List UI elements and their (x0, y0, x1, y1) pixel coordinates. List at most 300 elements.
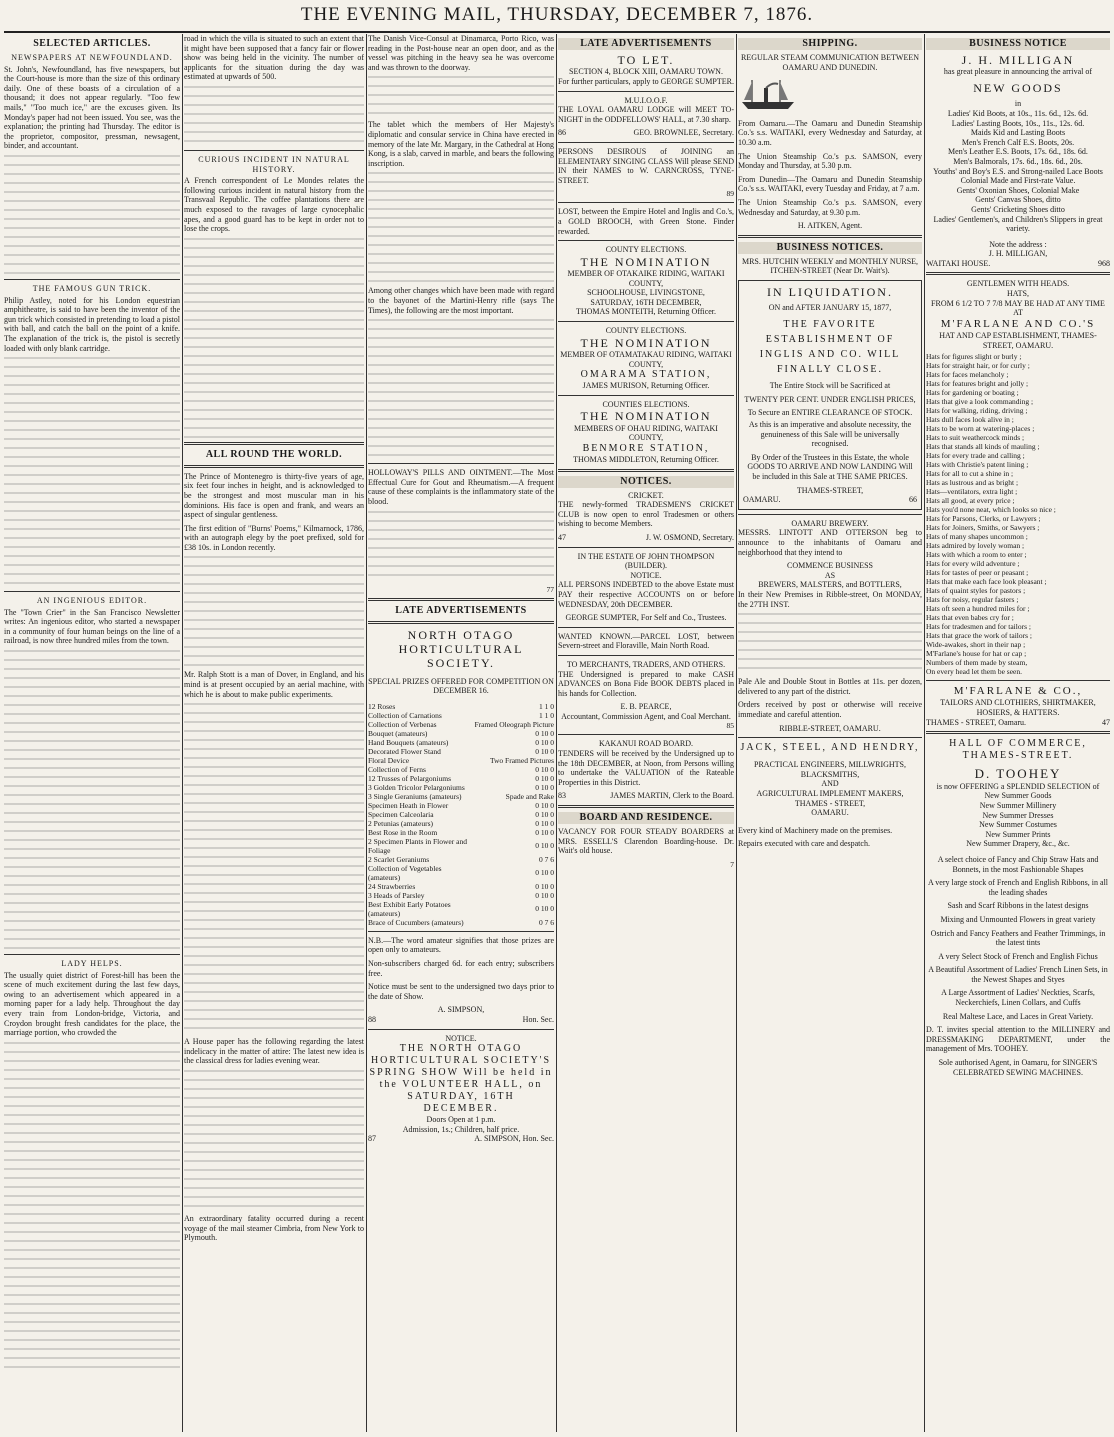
article-text: Mr. Ralph Stott is a man of Dover, in England, and his mind is at present occupied by an aerial machine, with which he is about to make public experiments. (184, 670, 364, 699)
signature-line (558, 791, 734, 801)
ad-address: WAITAKI HOUSE. (926, 258, 991, 268)
prize-value: 0 10 0 (535, 764, 554, 774)
prize-row (368, 738, 554, 747)
advertisement-text: HOLLOWAY'S PILLS AND OINTMENT.—The Most Effectual Cure for Gout and Rheumatism.—A frequent cause of these complaints is the inflammatory state of the blood. (368, 468, 554, 506)
signature: JAMES MURISON, Returning Officer. (582, 381, 710, 391)
article-text: An extraordinary fatality occurred during a recent voyage of the mail steamer Cimbria, from New York to Plymouth. (184, 1214, 364, 1243)
prize-row (368, 774, 554, 783)
prize-item: Collection of Vegetables (amateurs) (368, 863, 442, 882)
article-title: CURIOUS INCIDENT IN NATURAL HISTORY. (198, 154, 350, 174)
ad-text: THE LOYAL OAMARU LODGE will MEET TO-NIGHT in the ODDFELLOWS' HALL, at 7.30 sharp. (558, 105, 734, 124)
prize-value: 0 10 0 (535, 827, 554, 837)
ad-text: A select choice of Fancy and Chip Straw Hats and Bonnets, in the most Fashionable Shapes (937, 854, 1099, 874)
article-text: The tablet which the members of Her Majesty's diplomatic and consular service in China have erected in memory of the late Mr. Margary, in the Cathedral at Hong Kong, is a slab, carved in marble, and bears the following inscription. (368, 120, 554, 168)
prize-row (368, 783, 554, 792)
list-item: New Summer Prints (985, 829, 1051, 839)
ad-title: THE NOMINATION (580, 409, 712, 424)
prize-item: Specimen Calceolaria (368, 809, 434, 819)
ad-text: BREWERS, MALSTERS, and BOTTLERS, (758, 580, 902, 590)
note: N.B.—The word amateur signifies that those prizes are open only to amateurs. (368, 935, 554, 955)
ad-address: RIBBLE-STREET, OAMARU. (779, 723, 881, 733)
ad-text: BENMORE STATION, (582, 443, 710, 454)
prize-row (368, 900, 554, 918)
ad-title: COUNTY ELECTIONS. (605, 245, 687, 255)
prize-value: 0 10 0 (535, 818, 554, 828)
list-item: Hats for Parsons, Clerks, or Lawyers ; (926, 514, 1041, 524)
section-heading: SHIPPING. (738, 38, 922, 50)
liquidation-ad (738, 280, 922, 510)
ad-text: OMARAMA STATION, (580, 369, 712, 381)
section-heading: BUSINESS NOTICES. (738, 242, 922, 254)
text-block (184, 238, 364, 438)
prize-item: Collection of Verbenas (368, 719, 437, 729)
prize-row (368, 810, 554, 819)
society-title: NORTH OTAGO HORTICULTURAL SOCIETY. (398, 627, 524, 671)
ad-text: Repairs executed with care and despatch. (738, 839, 870, 849)
divider (558, 734, 734, 735)
prize-item: Brace of Cucumbers (amateurs) (368, 917, 464, 927)
prize-item: 24 Strawberries (368, 881, 416, 891)
list-item: Hats that even babes cry for ; (926, 613, 1014, 623)
ad-title: HALL OF COMMERCE, THAMES-STREET. (949, 738, 1087, 762)
ad-address: THAMES - STREET, Oamaru. (926, 717, 1027, 727)
text-block (738, 613, 922, 673)
masthead-rule (4, 31, 1110, 33)
prize-value: 0 10 0 (535, 782, 554, 792)
prize-row (368, 720, 554, 729)
ad-title: THE NOMINATION (580, 254, 712, 269)
ad-title: HATS, (1006, 289, 1029, 299)
ad-text: TWENTY PER CENT. UNDER ENGLISH PRICES, (744, 395, 916, 405)
list-item: New Summer Costumes (979, 820, 1057, 830)
text-block (184, 86, 364, 146)
list-item: Hats for gardening or boating ; (926, 388, 1019, 398)
column-divider (182, 34, 183, 1432)
column-divider (366, 34, 367, 1432)
list-item: Ladies' Gentlemen's, and Children's Slippers in great variety. (933, 214, 1103, 234)
signature-line (926, 718, 1110, 728)
steamship-icon (738, 76, 798, 112)
ad-number: 87 (368, 1134, 376, 1144)
prize-item: Specimen Heath in Flower (368, 800, 449, 810)
signature: J. W. OSMOND, Secretary. (645, 532, 734, 542)
list-item: Ladies' Lasting Boots, 10s., 11s., 12s. 6d. (951, 118, 1085, 128)
divider (558, 469, 734, 472)
ad-number: 89 (726, 189, 734, 199)
prize-row (368, 747, 554, 756)
divider (558, 202, 734, 203)
text-block (368, 511, 554, 581)
prize-item: 3 Golden Tricolor Pelargoniums (368, 782, 465, 792)
column-5 (738, 34, 922, 1432)
text-block (184, 1070, 364, 1210)
ad-title: D. TOOHEY (974, 766, 1062, 782)
column-divider (924, 34, 925, 1432)
text-block (368, 319, 554, 459)
prize-value: 0 10 0 (535, 890, 554, 900)
list-item: Hats for figures slight or burly ; (926, 352, 1022, 362)
ad-text: The Union Steamship Co.'s p.s. SAMSON, every Wednesday and Saturday, at 9.30 p.m. (738, 197, 922, 217)
prize-value: Spade and Rake (505, 791, 554, 801)
ad-text: A Large Assortment of Ladies' Neckties, Scarfs, Neckerchiefs, Linen Collars, and Cuffs (941, 988, 1095, 1008)
list-item: Youths' and Boy's E.S. and Strong-nailed Lace Boots (933, 166, 1103, 176)
ad-number: 88 (368, 1015, 376, 1025)
doors-time: Doors Open at 1 p.m. (426, 1115, 496, 1125)
prize-item: 12 Roses (368, 701, 396, 711)
notice-heading: NOTICE. (445, 1033, 477, 1043)
prize-row (368, 882, 554, 891)
list-item: Wide-awakes, short in their nap ; (926, 640, 1026, 650)
note: Non-subscribers charged 6d. for each entry; subscribers free. (368, 959, 554, 978)
ad-text: is now OFFERING a SPLENDID SELECTION of (936, 781, 1100, 791)
ad-text: LOST, between the Empire Hotel and Inglis and Co.'s, a GOLD BROOCH, with Green Stone. Finder rewarded. (558, 207, 734, 236)
prize-value: 1 1 0 (539, 701, 554, 711)
ad-number: 83 (558, 791, 566, 801)
ad-title: NEW GOODS (973, 80, 1063, 95)
section-heading: LATE ADVERTISEMENTS (395, 604, 527, 616)
list-item: Hats—ventilators, extra light ; (926, 487, 1018, 497)
article-text: The first edition of "Burns' Poems," Kilmarnock, 1786, with an autograph elegy by the poet prefixed, sold for £38 10s. in London recently. (184, 523, 364, 552)
ad-title: COUNTIES ELECTIONS. (602, 399, 690, 409)
divider (4, 591, 180, 592)
ad-text: MESSRS. LINTOTT AND OTTERSON beg to announce to the inhabitants of Oamaru and neighborhood that they intend to (738, 528, 922, 557)
ad-text: HAT AND CAP ESTABLISHMENT, THAMES-STREET, OAMARU. (939, 331, 1097, 350)
prize-item: Floral Device (368, 755, 410, 765)
ad-number: 66 (909, 495, 917, 505)
divider (926, 731, 1110, 734)
divider (184, 442, 364, 445)
signature: A. SIMPSON, (437, 1005, 485, 1015)
list-item: New Summer Dresses (982, 810, 1054, 820)
article-text: The Danish Vice-Consul at Dinamarca, Porto Rico, was reading in the Post-house near an open door, and as the vessel was pitching in the heavy sea he was overcome and was thrown to the doorway. (368, 34, 554, 72)
article-text: St. John's, Newfoundland, has five newspapers, but the Court-house is more than the size of this ordinary daily. One of these boasts of a circulation of a thousand; it does not appear regularly. "Too few mails," "Too much ice," are the excuses given. Its Monday's paper had not been issued. You see, was the explanation; the printing had Thursday. The editor is the proprietor, compositor, pressman, newsagent, binder, and accountant. (4, 64, 180, 151)
prize-item: Best Rose in the Room (368, 827, 438, 837)
divider (558, 91, 734, 92)
prize-row (368, 837, 554, 855)
list-item: Hats that grace the work of tailors ; (926, 631, 1033, 641)
signature-role: Hon. Sec. (522, 1015, 554, 1025)
signature-line (558, 128, 734, 138)
ad-number: 47 (558, 532, 566, 542)
prize-value: 0 10 0 (535, 800, 554, 810)
section-heading: BUSINESS NOTICE (926, 38, 1110, 50)
ad-text: PRACTICAL ENGINEERS, MILLWRIGHTS, BLACKSMITHS, (754, 760, 906, 779)
divider (558, 240, 734, 241)
divider (368, 621, 554, 624)
section-heading: ALL ROUND THE WORLD. (205, 448, 343, 460)
prize-item: Collection of Carnations (368, 710, 442, 720)
list-item: New Summer Goods (984, 791, 1052, 801)
divider (926, 272, 1110, 275)
list-item: Hats as lustrous and as bright ; (926, 478, 1019, 488)
divider (558, 395, 734, 396)
article-title: LADY HELPS. (61, 959, 123, 969)
list-item: Hats of many shapes uncommon ; (926, 532, 1028, 542)
article-title: AN INGENIOUS EDITOR. (36, 596, 148, 606)
ad-text: In their New Premises in Ribble-street, On MONDAY, the 27TH INST. (738, 589, 922, 609)
list-item: New Summer Millinery (979, 800, 1057, 810)
ad-text: Accountant, Commission Agent, and Coal Merchant. (561, 711, 731, 721)
prize-row (368, 711, 554, 720)
list-item: Hats for faces melancholy ; (926, 370, 1009, 380)
prize-value: 0 10 0 (535, 737, 554, 747)
divider (558, 805, 734, 808)
ad-title: M'FARLANE & CO., (953, 685, 1083, 698)
prize-value: 0 7 6 (539, 854, 554, 864)
ad-title: IN LIQUIDATION. (767, 284, 893, 299)
list-item: Hats oft seen a hundred miles for ; (926, 604, 1030, 614)
list-item: New Summer Drapery, &c., &c. (966, 839, 1070, 849)
ad-text: Ostrich and Fancy Feathers and Feather Trimmings, in the latest tints (930, 928, 1106, 948)
column-6 (926, 34, 1110, 1432)
article-text: A French correspondent of Le Mondes relates the following curious incident in natural history from the Transvaal Republic. The coffee plantations there are much exposed to the ravages of large cynocephalic apes, and a good guard has to be kept in order not to lose the crops. (184, 176, 364, 234)
ad-text: Sole authorised Agent, in Oamaru, for SINGER'S CELEBRATED SEWING MACHINES. (938, 1058, 1098, 1077)
ad-text: THAMES-STREET, (796, 485, 864, 495)
prize-value: Framed Oleograph Picture (474, 719, 554, 729)
list-item: Hats for all to cut a shine in ; (926, 469, 1014, 479)
prize-table (368, 702, 554, 927)
ad-text: A very large stock of French and English Ribbons, in all the leading shades (927, 878, 1109, 897)
list-item: Hats all good, at every price ; (926, 496, 1015, 506)
prize-row (368, 828, 554, 837)
prize-row (368, 891, 554, 900)
ad-text: For further particulars, apply to GEORGE SUMPTER. (558, 76, 734, 86)
prize-item: 2 Specimen Plants in Flower and Foliage (368, 836, 467, 855)
prize-row (368, 819, 554, 828)
ad-text: WANTED KNOWN.—PARCEL LOST, between Severn-street and Floraville, Main North Road. (558, 631, 734, 651)
ad-title: M'FARLANE AND CO.'S (940, 317, 1096, 330)
ad-title: KAKANUI ROAD BOARD. (599, 739, 693, 749)
prize-row (368, 855, 554, 864)
prize-value: 0 10 0 (535, 809, 554, 819)
ad-title: J. H. MILLIGAN, (988, 249, 1048, 259)
prize-item: Decorated Flower Stand (368, 746, 441, 756)
prize-value: 0 10 0 (535, 881, 554, 891)
ad-text: A very Select Stock of French and English Fichus (938, 951, 1098, 961)
note: Notice must be sent to the undersigned two days prior to the date of Show. (368, 982, 554, 1001)
list-item: Hats with Christie's patent lining ; (926, 460, 1029, 470)
ad-number: 47 (1102, 717, 1110, 727)
article-text: The "Town Crier" in the San Francisco Newsletter writes: An ingenious editor, who started a newspaper in a community of four human beings on the line of a railroad, is now three hundred miles from the town. (4, 607, 180, 646)
ad-text: FROM 6 1/2 TO 7 7/8 MAY BE HAD AT ANY TIME AT (931, 298, 1105, 318)
ad-title: THE NOMINATION (580, 335, 712, 350)
prize-value: 0 10 0 (535, 728, 554, 738)
divider (4, 954, 180, 955)
ad-title: M.U.I.O.O.F. (624, 95, 668, 105)
prize-value: Two Framed Pictures (489, 755, 554, 765)
list-item: Hats for features bright and jolly ; (926, 379, 1029, 389)
hat-list (926, 352, 1110, 676)
prize-row (368, 729, 554, 738)
divider (184, 150, 364, 151)
list-item: Hats for every trade and calling ; (926, 451, 1025, 461)
ad-title: OAMARU BREWERY. (791, 518, 869, 528)
article-text: The usually quiet district of Forest-hill has been the scene of much excitement during the last few days, owing to an advertisement which appeared in a morning paper for a lady help. Throughout the day every train from London-bridge, Victoria, and Croydon brought fresh candidates for the place, the marriage portion, who crowded the (4, 970, 180, 1038)
divider (368, 463, 554, 464)
list-item: Maids Kid and Lasting Boots (970, 128, 1066, 138)
list-item: Hats for Joiners, Smiths, or Sawyers ; (926, 523, 1040, 533)
ad-text: AS (824, 570, 836, 580)
ad-number: 968 (1098, 258, 1110, 268)
prize-row (368, 792, 554, 801)
list-item: Hats for every wild adventure ; (926, 559, 1020, 569)
masthead: THE EVENING MAIL, THURSDAY, DECEMBER 7, 1876. (300, 4, 814, 25)
signature: THOMAS MIDDLETON, Returning Officer. (573, 455, 719, 464)
ad-text: SATURDAY, 16TH DECEMBER, (590, 297, 702, 307)
ad-title: TO MERCHANTS, TRADERS, AND OTHERS. (566, 659, 726, 669)
signature: THOMAS MONTEITH, Returning Officer. (575, 307, 717, 317)
list-item: Ladies' Kid Boots, at 10s., 11s. 6d., 12s. 6d. (947, 108, 1089, 118)
ad-title: NOTICE. (630, 570, 662, 580)
goods-list (926, 109, 1110, 234)
prize-item: 3 Single Geraniums (amateurs) (368, 791, 462, 801)
prize-value: 0 7 6 (539, 917, 554, 927)
list-item: Men's French Calf E.S. Boots, 20s. (961, 137, 1075, 147)
prize-item: Collection of Ferns (368, 764, 426, 774)
signature: H. AITKEN, Agent. (797, 221, 863, 231)
article-text: Among other changes which have been made with regard to the bayonet of the Martini-Henry rifle (says The Times), the following are the most important. (368, 286, 554, 315)
ad-text: D. T. invites special attention to the MILLINERY and DRESSMAKING DEPARTMENT, under the management of Mrs. TOOHEY. (926, 1025, 1110, 1054)
prize-item: Hand Bouquets (amateurs) (368, 737, 449, 747)
signature-line (368, 1015, 554, 1025)
ad-text: Pale Ale and Double Stout in Bottles at 11s. per dozen, delivered to any part of the district. (738, 677, 922, 696)
list-item: Men's Leather E.S. Boots, 17s. 6d., 18s. 6d. (948, 147, 1088, 157)
list-item: Gents' Oxonian Shoes, Colonial Make (956, 185, 1080, 195)
list-item: Hats to be worn at watering-places ; (926, 424, 1035, 434)
list-item: Hats for noisy, regular fasters ; (926, 595, 1019, 605)
ad-text: MEMBERS OF OHAU RIDING, WAITAKI COUNTY, (574, 423, 718, 443)
prize-item: 2 Scarlet Geraniums (368, 854, 430, 864)
ad-title: J. H. MILLIGAN (961, 53, 1075, 67)
ad-text: Sash and Scarf Ribbons in the latest designs (947, 901, 1089, 911)
list-item: Hats of quaint styles for pastors ; (926, 586, 1026, 596)
prize-row (368, 756, 554, 765)
ad-text: Real Maltese Lace, and Laces in Great Variety. (942, 1011, 1094, 1021)
article-title: THE FAMOUS GUN TRICK. (32, 283, 152, 293)
signature: GEO. BROWNLEE, Secretary. (633, 128, 734, 138)
divider (368, 598, 554, 601)
signature: GEORGE SUMPTER, For Self and Co., Trustees. (565, 613, 727, 623)
divider (738, 514, 922, 515)
article-text: A House paper has the following regarding the latest indelicacy in the matter of attire: The latest new idea is the classical dress for ladies evening wear. (184, 1037, 364, 1066)
ad-text: MRS. HUTCHIN WEEKLY and MONTHLY NURSE, ITCHEN-STREET (Near Dr. Wait's). (741, 256, 919, 276)
ad-text: ON and AFTER JANUARY 15, 1877, (768, 303, 892, 313)
column-4 (558, 34, 734, 1432)
ad-text: As this is an imperative and absolute necessity, the genuineness of this Sale will be universally recognised. (748, 420, 912, 449)
ad-text: AND (821, 779, 839, 789)
ad-text: From Dunedin—The Oamaru and Dunedin Steamship Co.'s s.s. WAITAKI, every Tuesday and Friday, at 7 a.m. (738, 174, 922, 194)
prize-item: Best Exhibit Early Potatoes (amateurs) (368, 899, 451, 918)
ad-text: TAILORS AND CLOTHIERS, SHIRTMAKER, HOSIERS, & HATTERS. (940, 698, 1096, 717)
divider (558, 321, 734, 322)
section-heading: BOARD AND RESIDENCE. (558, 812, 734, 824)
list-item: Hats that make each face look pleasant ; (926, 577, 1047, 587)
ad-text: has great pleasure in announcing the arrival of (943, 67, 1093, 77)
article-text: Philip Astley, noted for his London equestrian amphitheatre, is said to have been the inventor of the gun trick which consisted in pretending to load a pistol with ball, and catch the ball on the point of a knife. The explanation of the trick is, the pistol is secretly loaded with only blank cartridge. (4, 295, 180, 353)
article-title: NEWSPAPERS AT NEWFOUNDLAND. (11, 53, 173, 62)
list-item: Gents' Canvas Shoes, ditto (975, 195, 1061, 205)
divider (558, 547, 734, 548)
divider (558, 655, 734, 656)
divider (738, 737, 922, 738)
list-item: Colonial Made and First-rate Value. (960, 176, 1076, 186)
text-block (4, 357, 180, 587)
ad-text: THE Undersigned is prepared to make CASH ADVANCES on Bona Fide BOOK DEBTS placed in his hands for Collection. (558, 669, 734, 698)
prize-row (368, 918, 554, 927)
prize-value: 0 10 0 (535, 904, 554, 914)
ad-text: SCHOOLHOUSE, LIVINGSTONE, (587, 288, 705, 298)
ad-number: 86 (558, 128, 566, 138)
ad-title: REGULAR STEAM COMMUNICATION BETWEEN OAMARU AND DUNEDIN. (741, 53, 919, 72)
divider (368, 1029, 554, 1030)
ad-text: OAMARU. (811, 808, 849, 818)
divider (184, 465, 364, 468)
ad-text: Note the address : (989, 239, 1047, 249)
prize-item: 2 Petunias (amateurs) (368, 818, 433, 828)
divider (558, 627, 734, 628)
ad-title: GENTLEMEN WITH HEADS. (966, 279, 1070, 289)
section-heading: LATE ADVERTISEMENTS (558, 38, 734, 50)
list-item: Numbers of them made by steam, (926, 658, 1028, 668)
prize-row (368, 702, 554, 711)
prize-value: 0 10 0 (535, 773, 554, 783)
list-item: Hats for tastes of peer or peasant ; (926, 568, 1029, 578)
column-divider (736, 34, 737, 1432)
ad-title: TO LET. (617, 53, 675, 67)
list-item: Hats to suit weathercock minds ; (926, 433, 1025, 443)
ad-number: 85 (726, 721, 734, 731)
list-item: Hats you'd none neat, which looks so nice ; (926, 505, 1056, 515)
prize-value: 0 10 0 (535, 746, 554, 756)
ad-text: By Order of the Trustees in this Estate, the whole GOODS TO ARRIVE AND NOW LANDING Will be included in this Sale at THE SAME PRICES. (747, 452, 913, 482)
toohey-list (926, 791, 1110, 849)
prize-row (368, 801, 554, 810)
divider (558, 142, 734, 143)
ad-text: PERSONS DESIROUS of JOINING an ELEMENTARY SINGING CLASS Will please SEND IN their NAMES to W. CARNCROSS, TYNE-STREET. (558, 146, 734, 185)
ad-number: 77 (546, 584, 554, 594)
list-item: Men's Balmorals, 17s. 6d., 18s. 6d., 20s. (953, 156, 1083, 166)
list-item: M'Farlane's house for hat or cap ; (926, 649, 1027, 659)
ad-text: SECTION 4, BLOCK XIII, OAMARU TOWN. (569, 67, 723, 77)
text-block (184, 556, 364, 666)
divider (368, 931, 554, 932)
text-block (368, 172, 554, 282)
list-item: Hats admired by lovely woman ; (926, 541, 1025, 551)
list-item: Gents' Cricketing Shoes ditto (971, 204, 1065, 214)
article-text: road in which the villa is situated to such an extent that it might have been supposed that a fancy fair or flower show was being held in the vicinity. The number of applicants for the situation during the day was estimated at upwards of 500. (184, 34, 364, 82)
signature: A. SIMPSON, Hon. Sec. (474, 1134, 554, 1144)
signature-line (558, 533, 734, 543)
show-announcement: THE NORTH OTAGO HORTICULTURAL SOCIETY'S SPRING SHOW Will be held in the VOLUNTEER HALL, on SATURDAY, 16TH DECEMBER. (369, 1043, 553, 1115)
prize-item: 12 Trusses of Pelargoniums (368, 773, 451, 783)
ad-text: Every kind of Machinery made on the premises. (738, 825, 893, 835)
ad-text: MEMBER OF OTAKAIKE RIDING, WAITAKI COUNTY, (567, 269, 725, 288)
prize-heading: SPECIAL PRIZES OFFERED FOR COMPETITION ON DECEMBER 16. (368, 676, 554, 696)
section-heading: NOTICES. (558, 476, 734, 488)
ad-text: AGRICULTURAL IMPLEMENT MAKERS, (756, 788, 904, 798)
list-item: Hats for walking, riding, driving ; (926, 406, 1028, 416)
prize-row (368, 864, 554, 882)
ad-text: To Secure an ENTIRE CLEARANCE OF STOCK. (747, 408, 913, 418)
column-1 (4, 34, 180, 1432)
ad-text: in (1014, 99, 1022, 109)
ad-text: THE FAVORITE ESTABLISHMENT OF INGLIS AND CO. WILL FINALLY CLOSE. (759, 318, 901, 375)
ad-text: Mixing and Unmounted Flowers in great variety (940, 914, 1096, 924)
text-block (184, 703, 364, 1033)
list-item: On every head let them be seen. (926, 667, 1023, 677)
prize-value: 0 10 0 (535, 841, 554, 851)
text-block (4, 1042, 180, 1372)
